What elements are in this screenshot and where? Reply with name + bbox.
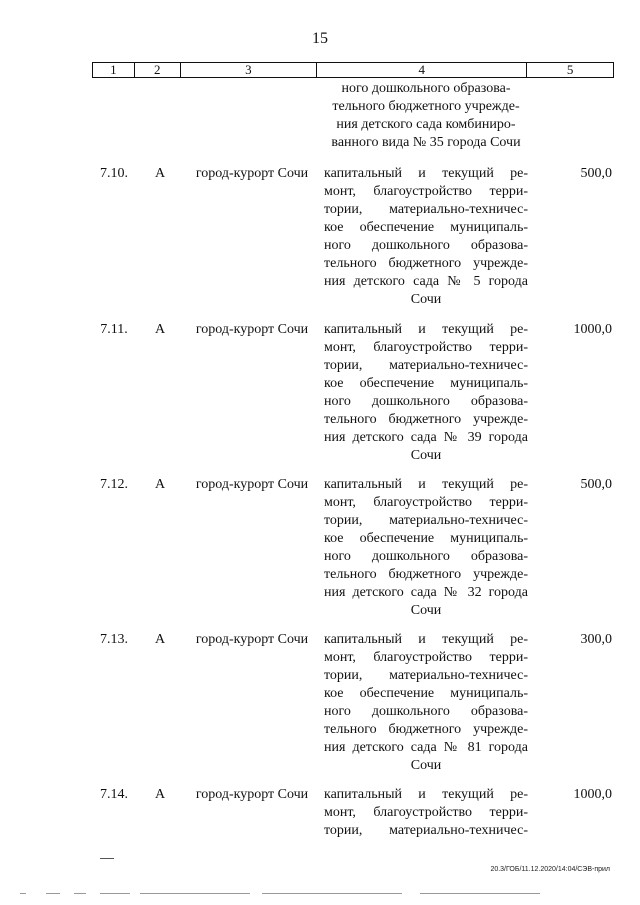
description-line: тельного бюджетного учрежде- <box>324 722 528 737</box>
footer-line <box>100 858 114 859</box>
header-col-5: 5 <box>566 62 574 77</box>
row-location: город-курорт Сочи <box>195 632 309 647</box>
description-line: тории, материально-техничес- <box>324 202 528 217</box>
row-amount: 300,0 <box>580 632 612 647</box>
description-line: тории, материально-техничес- <box>324 668 528 683</box>
description-line: монт, благоустройство терри- <box>324 340 528 355</box>
row-description <box>324 165 528 309</box>
description-line: ного дошкольного образова- <box>324 238 528 253</box>
description-line: капитальный и текущий ре- <box>324 166 528 181</box>
description-line: тельного бюджетного учрежде- <box>324 256 528 271</box>
scan-artifact <box>20 893 26 894</box>
row-location: город-курорт Сочи <box>195 477 309 492</box>
description-line: тельного бюджетного учрежде- <box>324 412 528 427</box>
description-line: ного дошкольного образова- <box>324 394 528 409</box>
description-line: тельного бюджетного учрежде- <box>324 567 528 582</box>
scan-artifact <box>46 893 60 894</box>
scan-artifact <box>100 893 130 894</box>
row-description <box>324 321 528 465</box>
description-line: капитальный и текущий ре- <box>324 787 528 802</box>
description-line: тельного бюджетного учрежде- <box>332 99 520 114</box>
description-line: тории, материально-техничес- <box>324 513 528 528</box>
scan-artifact <box>262 893 402 894</box>
row-description <box>324 631 528 775</box>
description-line: ванного вида № 35 города Сочи <box>331 135 521 150</box>
description-line: капитальный и текущий ре- <box>324 632 528 647</box>
row-number: 7.13. <box>100 632 128 647</box>
description-line: капитальный и текущий ре- <box>324 322 528 337</box>
page-number: 15 <box>312 30 328 47</box>
scan-artifact <box>140 893 250 894</box>
continuation-description <box>324 80 528 152</box>
row-category: А <box>154 477 166 492</box>
header-col-1: 1 <box>93 63 135 77</box>
description-line: ного дошкольного образова- <box>324 704 528 719</box>
description-line: монт, благоустройство терри- <box>324 184 528 199</box>
description-line: ния детского сада № 81 города <box>324 740 528 755</box>
scan-artifact <box>74 893 86 894</box>
description-line: капитальный и текущий ре- <box>324 477 528 492</box>
row-description <box>324 476 528 620</box>
header-col-3: 3 <box>181 63 317 77</box>
row-number: 7.14. <box>100 787 128 802</box>
header-col-2: 2 <box>135 63 181 77</box>
row-number: 7.10. <box>100 166 128 181</box>
description-line: ния детского сада № 39 города <box>324 430 528 445</box>
description-line: ния детского сада № 32 города <box>324 585 528 600</box>
table-header <box>92 62 614 78</box>
description-line: Сочи <box>410 603 442 618</box>
row-location: город-курорт Сочи <box>195 166 309 181</box>
description-line: ния детского сада № 5 города <box>324 274 528 289</box>
row-category: А <box>154 166 166 181</box>
description-line: кое обеспечение муниципаль- <box>324 220 528 235</box>
row-amount: 1000,0 <box>573 322 612 337</box>
row-number: 7.11. <box>100 322 128 337</box>
header-col-4: 4 <box>317 63 527 77</box>
description-line: кое обеспечение муниципаль- <box>324 376 528 391</box>
description-line: монт, благоустройство терри- <box>324 650 528 665</box>
description-line: Сочи <box>410 292 442 307</box>
description-line: кое обеспечение муниципаль- <box>324 686 528 701</box>
row-location: город-курорт Сочи <box>195 787 309 802</box>
row-amount: 500,0 <box>580 166 612 181</box>
row-amount: 500,0 <box>580 477 612 492</box>
row-amount: 1000,0 <box>573 787 612 802</box>
description-line: тории, материально-техничес- <box>324 823 528 838</box>
row-description <box>324 786 528 840</box>
description-line: тории, материально-техничес- <box>324 358 528 373</box>
footer-code: 20.3/ГОБ/11.12.2020/14:04/СЭВ-прил <box>490 866 610 873</box>
row-category: А <box>154 787 166 802</box>
description-line: ния детского сада комбиниро- <box>336 117 516 132</box>
description-line: ного дошкольного образова- <box>324 549 528 564</box>
row-category: А <box>154 322 166 337</box>
row-location: город-курорт Сочи <box>195 322 309 337</box>
description-line: монт, благоустройство терри- <box>324 805 528 820</box>
description-line: Сочи <box>410 448 442 463</box>
row-number: 7.12. <box>100 477 128 492</box>
scan-artifact <box>420 893 540 894</box>
row-category: А <box>154 632 166 647</box>
description-line: ного дошкольного образова- <box>341 81 511 96</box>
description-line: кое обеспечение муниципаль- <box>324 531 528 546</box>
description-line: Сочи <box>410 758 442 773</box>
description-line: монт, благоустройство терри- <box>324 495 528 510</box>
